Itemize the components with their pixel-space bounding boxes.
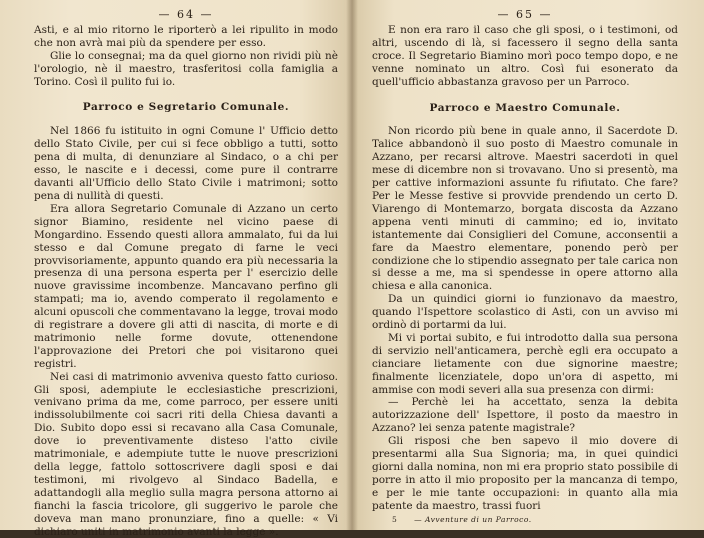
right-paragraph: Gli risposi che ben sapevo il mio dovere di presentarmi alla Sua Signoria; ma, in quei quindici giorni dalla nomina, non mi era proprio stato possibile di porre in atto il mio proposito per la mancanza di tempo, e per le mie tante occupazioni: in quanto alla mia patente da maestro, trassi fuori	[372, 435, 678, 512]
left-paragraph: Glie lo consegnai; ma da quel giorno non rividi più nè l'orologio, nè il maestro, trasferitosi colla famiglia a Torino. Così il pulito fui io.	[34, 49, 338, 88]
left-paragraph: Era allora Segretario Comunale di Azzano un certo signor Biamino, residente nel vicino paese di Mongardino. Essendo questi allora ammalato, fui da lui stesso e dal Comune pregato di farne le veci provvisoriamente, appunto quando era più necessaria la presenza di una persona esperta per l' esercizio delle nuove gravissime incombenze. Mancavano perfino gli stampati; ma io, avendo comperato il regolamento e alcuni opuscoli che commentavano la legge, trovai modo di registrare a dovere gli atti di nascita, di morte e di matrimonio nelle forme dovute, ottenendone l'approvazione dei Pretori che poi visitarono quei registri.	[34, 202, 338, 370]
right-paragraph: — Perchè lei ha accettato, senza la debita autorizzazione dell' Ispettore, il posto da maestro in Azzano? lei senza patente magistrale?	[372, 396, 678, 435]
right-paragraph: E non era raro il caso che gli sposi, o i testimoni, od altri, uscendo di là, si facessero il segno della santa croce. Il Segretario Biamino morì poco tempo dopo, e ne venne nominato un altro. Così fui esonerato da quell'ufficio abbastanza gravoso per un Parroco.	[372, 24, 678, 88]
right-page	[352, 0, 704, 530]
left-page-number: — 64 —	[158, 8, 214, 21]
left-page-text	[34, 24, 338, 538]
right-section-heading: Parroco e Maestro Comunale.	[429, 101, 621, 114]
left-paragraph: Nei casi di matrimonio avveniva questo fatto curioso. Gli sposi, adempiute le ecclesiastiche prescrizioni, venivano prima da me, come parroco, per essere uniti indissolubilmente coi sacri riti della Chiesa davanti a Dio. Subito dopo essi si recavano alla Casa Comunale, dove io preventivamente disteso l'atto civile matrimoniale, e adempiute tutte le nuove prescrizioni della legge, fattolo sottoscrivere dagli sposi e dai testimoni, mi rivolgevo al Sindaco Badella, e adattandogli alla meglio sulla magra persona attorno ai fianchi la fascia tricolore, gli suggerivo le parole che doveva man mano pronunziare, fino a quelle: « Vi dichiaro uniti in matrimonio avanti la legge ».	[34, 370, 338, 538]
page-footer	[392, 515, 532, 524]
right-paragraph: Da un quindici giorni io funzionavo da maestro, quando l'Ispettore scolastico di Asti, con un avviso mi ordinò di portarmi da lui.	[372, 293, 678, 332]
right-paragraph: Non ricordo più bene in quale anno, il Sacerdote D. Talice abbandonò il suo posto di Maestro comunale in Azzano, per recarsi altrove. Maestri sacerdoti in quel mese di dicembre non si trovavano. Uno si presentò, ma per cattive informazioni assunte fu rifiutato. Che fare? Per le Messe festive si provvide prendendo un certo D. Viarengo di Montemarzo, borgata discosta da Azzano appena venti minuti di cammino; ed io, invitato istantemente dai Consiglieri del Comune, acconsentii a fare da Maestro elementare, ponendo però per condizione che lo stipendio assegnato per tale carica non si desse a me, ma si spendesse in opere attorno alla chiesa e alla canonica.	[372, 125, 678, 293]
left-paragraph: Nel 1866 fu istituito in ogni Comune l' Ufficio detto dello Stato Civile, per cui si fece obbligo a tutti, sotto pena di multa, di denunziare al Sindaco, o a chi per esso, le nascite e i decessi, come pure il contrarre davanti all'Ufficio dello Stato Civile i matrimoni; sotto pena di nullità di questi.	[34, 125, 338, 202]
right-paragraph: Mi vi portai subito, e fui introdotto dalla sua persona di servizio nell'anticamera, perchè egli era occupato a cianciare lietamente con due signorine maestre; finalmente licenziatele, dopo un'ora di aspetto, mi ammise con modi severi alla sua presenza con dirmi:	[372, 331, 678, 396]
right-page-number: — 65 —	[497, 8, 553, 21]
left-section-heading: Parroco e Segretario Comunale.	[82, 100, 290, 113]
footer-signature-mark: 5	[392, 515, 398, 524]
footer-book-title: — Avventure di un Parroco.	[414, 515, 532, 524]
left-paragraph: Asti, e al mio ritorno le riporterò a lei ripulito in modo che non avrà mai più da spendere per esso.	[34, 24, 338, 49]
right-page-text	[372, 24, 678, 513]
